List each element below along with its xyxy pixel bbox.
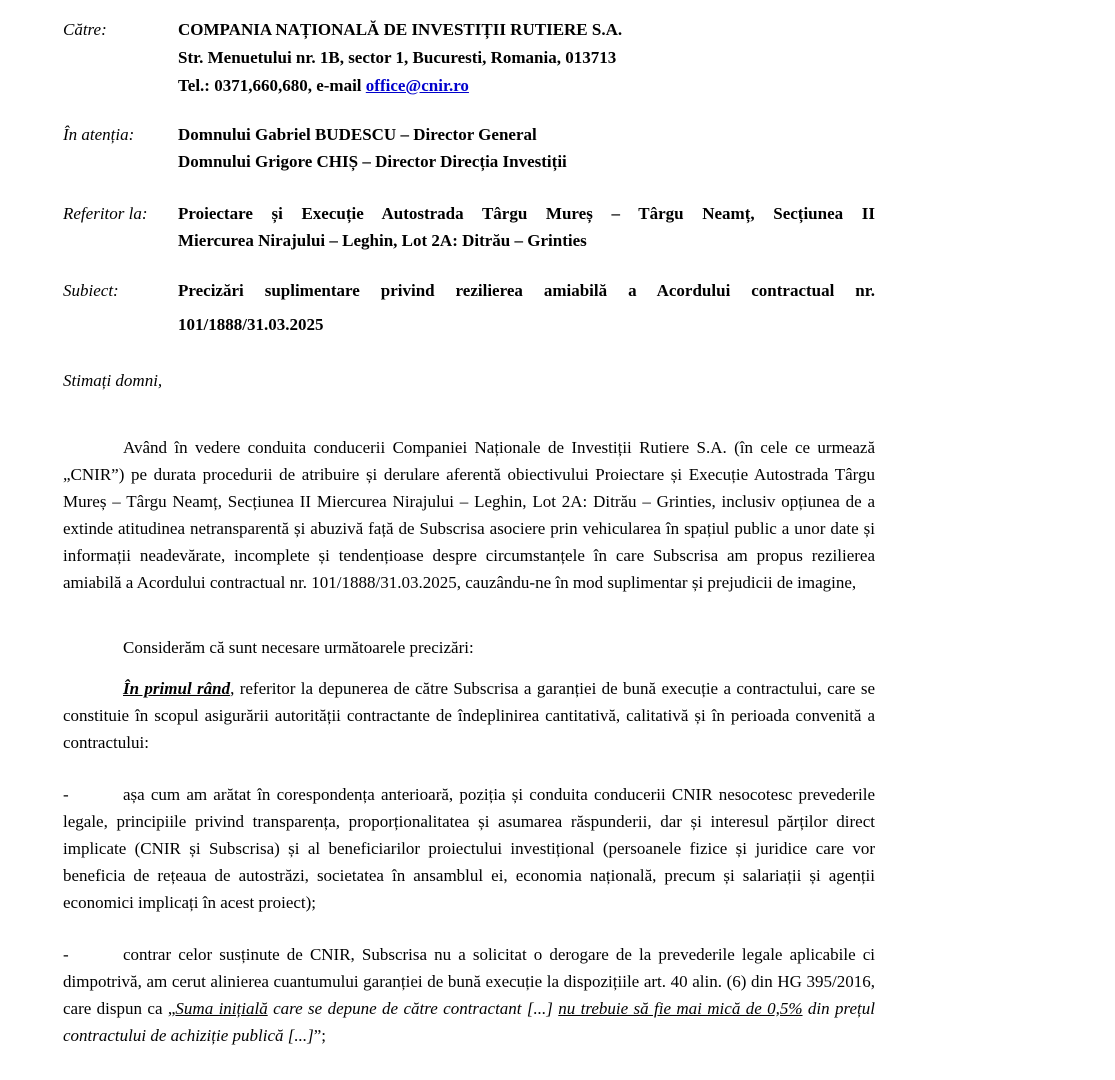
quote-din-pretul: din prețul contractului de achiziție publică [...] [63,999,876,1045]
bullet-item-1 [63,781,875,916]
regarding-block [63,200,875,254]
subject-line-1: Precizări suplimentare privind rezilierea amiabilă a Acordului contractual nr. [178,281,875,300]
body-paragraph-1: Având în vedere conduita conducerii Companiei Naționale de Investiții Rutiere S.A. (în cele ce urmează „CNIR”) pe durata procedurii de atribuire și derulare aferentă obiectivului Proiectare și Execuție Autostrada Târgu Mureș – Târgu Neamț, Secțiunea II Miercurea Nirajului – Leghin, Lot 2A: Ditrău – Grinties, inclusiv opțiunea de a extinde atitudinea netransparentă și abuzivă față de Subscrisa asociere prin vehicularea în spațiul public a unor date și informații neadevărate, incomplete și tendențioase despre circumstanțele în care Subscrisa am propus rezilierea amiabilă a Acordului contractual nr. 101/1888/31.03.2025, cauzându-ne în mod suplimentar și prejudicii de imagine, [63,438,875,592]
attention-content [178,121,875,175]
bullet-2-text: contrar celor susținute de CNIR, Subscrisa nu a solicitat o derogare de la prevederile legale aplicabile ci dimpotrivă, am cerut alinierea cuantumului garanției de bună execuție la dispozițiile art. 40 alin. (6) din HG 395/2016, care dispun ca „ [63,945,875,1018]
quote-suma-initiala: Suma inițială [175,999,268,1018]
attention-person-1: Domnului Gabriel BUDESCU – Director General [178,125,537,144]
regarding-line-1: Proiectare și Execuție Autostrada Târgu Mureș – Târgu Neamț, Secțiunea II [178,204,875,223]
recipient-label: Către: [63,20,107,39]
regarding-label: Referitor la: [63,204,148,223]
bullet-1-text: așa cum am arătat în corespondența anterioară, poziția și conduita conducerii CNIR nesocotesc prevederile legale, principiile privind transparența, proporționalitatea și asumarea răspunderii, dar și interesul părților direct implicate (CNIR și Subscrisa) și al beneficiarilor proiectului investițional (persoanele fizice și juridice care vor beneficia de rețeaua de autostrăzi, societatea în ansamblul ei, economia națională, precum și salariații și agenții economici implicați în acest proiect); [63,785,875,912]
recipient-contact-line [178,72,875,100]
quote-care-se-depune: care se depune de către contractant [...] [267,999,559,1018]
bullet-dash-1: - [63,785,69,804]
quote-close: ”; [313,1026,326,1045]
bullet-item-2 [63,941,875,1049]
recipient-tel: Tel.: 0371,660,680, e-mail [178,76,366,95]
recipient-company: COMPANIA NAȚIONALĂ DE INVESTIȚII RUTIERE S.A. [178,20,623,39]
quote-nu-trebuie: nu trebuie să fie mai mică de 0,5% [558,999,803,1018]
bullet-dash-2: - [63,945,69,964]
attention-label: În atenția: [63,125,135,144]
salutation: Stimați domni, [63,371,163,390]
regarding-content [178,200,875,254]
recipient-content [178,16,875,100]
emphasis-in-primul-rand: În primul rând [123,679,231,698]
body-paragraph-3-rest: , referitor la depunerea de către Subscrisa a garanției de bună execuție a contractului, care se constituie în scopul asigurării autorității contractante de îndeplinirea cantitativă, calitativă și în perioada convenită a contractului: [63,679,875,752]
attention-block [63,121,875,175]
recipient-block [63,16,875,100]
recipient-address: Str. Menuetului nr. 1B, sector 1, Bucuresti, Romania, 013713 [178,48,617,67]
regarding-line-2: Miercurea Nirajului – Leghin, Lot 2A: Ditrău – Grinties [178,231,587,250]
subject-content [178,274,875,342]
subject-line-2: 101/1888/31.03.2025 [178,315,324,334]
subject-block [63,274,875,342]
attention-person-2: Domnului Grigore CHIȘ – Director Direcția Investiții [178,152,567,171]
subject-label: Subiect: [63,281,119,300]
body-paragraph-2: Considerăm că sunt necesare următoarele precizări: [123,638,474,657]
email-link[interactable]: office@cnir.ro [365,76,469,95]
body-paragraph-3 [63,675,875,756]
